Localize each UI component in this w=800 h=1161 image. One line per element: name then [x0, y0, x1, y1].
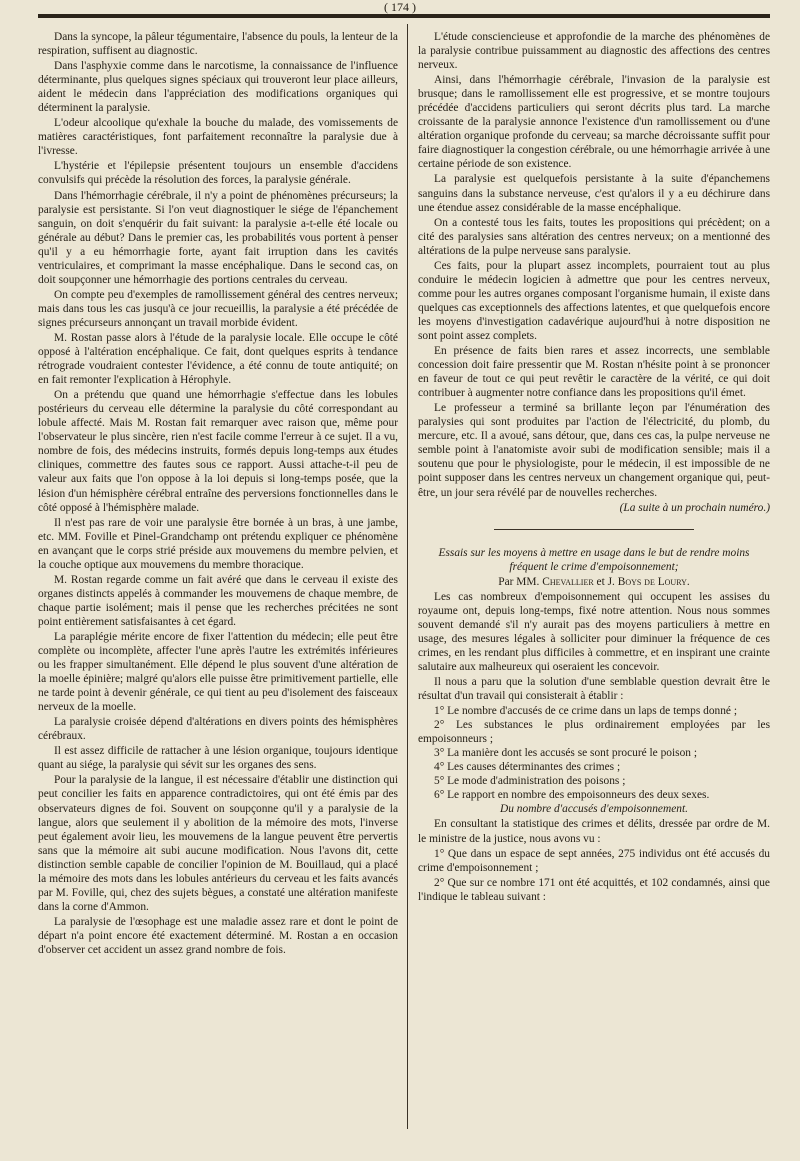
- author-name: Boys de Loury: [617, 575, 687, 588]
- section-rule: [494, 529, 694, 530]
- author-name: Chevallier: [542, 575, 594, 588]
- paragraph: On a prétendu que quand une hémorrhagie s'effectue dans les lobules postérieurs du cerveau elle détermine la paralysie du côté correspondant au lobule affecté. Mais M. Rostan fait remarquer avec raison que, même pour l'observateur le plus sincère, rien n'est facile comme l'erreur à ce sujet. Il a vu, nombre de fois, des médecins instruits, formés depuis long-temps aux études cliniques, commettre des fautes sous ce rapport. Aussi attache-t-il peu de valeur aux faits que l'on oppose à la loi depuis si long-temps posée, que la lésion d'un hémisphère cérébral entraîne des perversions fonctionnelles dans le côté opposé à l'hémisphère malade.: [38, 389, 398, 514]
- paragraph: L'hystérie et l'épilepsie présentent toujours un ensemble d'accidens convulsifs qui précède la résolution des forces, la paralysie générale.: [38, 160, 398, 187]
- top-rule: [38, 14, 770, 18]
- paragraph: La paralysie est quelquefois persistante à la suite d'épanchemens sanguins dans la substance nerveuse, c'est qu'alors il y a eu déchirure dans une étendue assez considérable de la masse encéphalique.: [418, 173, 770, 214]
- paragraph: La paralysie croisée dépend d'altérations en divers points des hémisphères cérébraux.: [38, 716, 398, 743]
- paragraph: M. Rostan regarde comme un fait avéré que dans le cerveau il existe des organes distincts appelés à commander les mouvemens de chaque membre, de chaque partie isolément; mais il pense que les recherches précitées ne sont point entièrement satisfaisantes à cet égard.: [38, 573, 398, 628]
- paragraph: La paralysie de l'œsophage est une maladie assez rare et dont le point de départ n'a point encore été exactement déterminé. M. Rostan a en occasion d'observer cet accident un assez grand nombre de fois.: [38, 915, 398, 956]
- paragraph: 2° Que sur ce nombre 171 ont été acquittés, et 102 condamnés, ainsi que l'indique le tableau suivant :: [418, 876, 770, 903]
- authors-joiner: et J.: [593, 575, 618, 588]
- paragraph: Dans l'asphyxie comme dans le narcotisme, la connaissance de l'influence déterminante, plus quelques signes spéciaux qui trouveront leur place ailleurs, aident le médecin dans l'appréciation des modifications organiques qui déterminent la paralysie.: [38, 60, 398, 115]
- paragraph: Les cas nombreux d'empoisonnement qui occupent les assises du royaume ont, depuis long-temps, fixé notre attention. Nous nous sommes souvent demandé s'il n'y aurait pas des moyens particuliers à mettre en usage, des mesures légales à solliciter pour diminuer la fréquence de ces crimes, en les rendant plus difficiles à commettre, et en inspirant une crainte salutaire aux malheureux qui oseraient les concevoir.: [418, 590, 770, 673]
- left-column: [38, 30, 398, 958]
- paragraph: En présence de faits bien rares et assez incorrects, une semblable concession doit faire pressentir que M. Rostan n'hésite point à se prononcer en faveur de tout ce qui peut revêtir le caractère de la vérité, ce qui doit contribuer à augmenter notre confiance dans les propositions qu'il émet.: [418, 345, 770, 400]
- paragraph: Pour la paralysie de la langue, il est nécessaire d'établir une distinction qui peut concilier les faits en apparence contradictoires, qui ont été émis par des observateurs dignes de foi. Souvent on soupçonne qu'il y a paralysie de la langue, alors que seulement il y abolition de la mémoire des mots, l'inverse peut également avoir lieu, les mouvemens de la langue peuvent être pervertis sans que la mémoire ait subi aucune modification. Nous l'avons dit, cette distinction semble capable de concilier l'opinion de M. Bouillaud, qui a placé la mémoire des mots dans les lobules antérieurs du cerveau et les faits avancés par M. Foville, qui, chez des sujets bègues, a constaté une altération manifeste dans la corne d'Ammon.: [38, 774, 398, 913]
- page-number: ( 174 ): [384, 0, 416, 14]
- paragraph: Ces faits, pour la plupart assez incomplets, pourraient tout au plus conduire le médecin logicien à admettre que pour les centres nerveux, comme pour les autres organes composant l'organisme humain, il existe dans quelques cas exceptionnels des affections latentes, et que quelquefois encore les moyens d'investigation cadavérique aujourd'hui à notre disposition ne sont point assez complets.: [418, 259, 770, 342]
- paragraph: Le professeur a terminé sa brillante leçon par l'énumération des paralysies qui sont produites par l'action de l'électricité, du plomb, du mercure, etc. Il a avoué, sans détour, que, dans ces cas, la pulpe nerveuse ne semble point à l'anatomiste avoir subi de modification sensible; mais il a soutenu que pour le physiologiste, pour le médecin, il est impossible de ne point supposer dans les centres nerveux un changement organique qui, peut-être, un jour sera révélé par de nouvelles recherches.: [418, 402, 770, 499]
- authors-prefix: Par MM.: [498, 575, 543, 588]
- enumerated-list: [418, 704, 770, 802]
- list-item: 1° Le nombre d'accusés de ce crime dans un laps de temps donné ;: [434, 705, 737, 718]
- list-item: 5° Le mode d'administration des poisons ;: [434, 775, 626, 788]
- paragraph: Dans la syncope, la pâleur tégumentaire, l'absence du pouls, la lenteur de la respiration, suffisent au diagnostic.: [38, 31, 398, 58]
- authors-suffix: .: [686, 575, 690, 588]
- paragraph: En consultant la statistique des crimes et délits, dressée par ordre de M. le ministre de la justice, nous avons vu :: [418, 818, 770, 845]
- list-item: 2° Les substances le plus ordinairement employées par les empoisonneurs ;: [418, 719, 770, 746]
- list-item: 6° Le rapport en nombre des empoisonneurs des deux sexes.: [434, 789, 710, 802]
- essay-authors: [418, 575, 770, 589]
- paragraph: On a contesté tous les faits, toutes les propositions qui précèdent; on a cité des paralysies sans altération des centres nerveux; on a mentionné des altérations de la pulpe nerveuse sans paralysie.: [418, 216, 770, 257]
- paragraph: Dans l'hémorrhagie cérébrale, il n'y a point de phénomènes précurseurs; la paralysie est persistante. Si l'on veut diagnostiquer le siége de l'épanchement sanguin, on doit s'enquérir du fait suivant: la paralysie a-t-elle été locale ou générale au début? Dans le premier cas, les probabilités vous portent à penser qu'il y a eu hémorrhagie forte, ayant fait irruption dans les cavités ventriculaires, et comprimant la masse encéphalique. Dans le second cas, on doit soupçonner une hémorrhagie des portions centrales du cerveau.: [38, 189, 398, 286]
- paragraph: L'odeur alcoolique qu'exhale la bouche du malade, des vomissements de matières caractéristiques, font parfaitement reconnaître la paralysie due à l'ivresse.: [38, 117, 398, 158]
- paragraph: Il est assez difficile de rattacher à une lésion organique, toujours identique quant au siége, la paralysie qui sévit sur les organes des sens.: [38, 745, 398, 772]
- right-column: [418, 30, 770, 905]
- column-divider: [407, 24, 408, 1129]
- section-title: Du nombre d'accusés d'empoisonnement.: [500, 803, 688, 816]
- essay-title: Essais sur les moyens à mettre en usage dans le but de rendre moins fréquent le crime d'empoisonnement;: [438, 546, 750, 573]
- list-item: 3° La manière dont les accusés se sont procuré le poison ;: [434, 747, 697, 760]
- paragraph: L'étude consciencieuse et approfondie de la marche des phénomènes de la paralysie contribue puissamment au diagnostic des affections des centres nerveux.: [418, 31, 770, 72]
- paragraph: La paraplégie mérite encore de fixer l'attention du médecin; elle peut être complète ou incomplète, affecter l'une après l'autre les extrémités inférieures ou les frapper simultanément. Elle dépend le plus souvent d'une altération de la moelle épinière; malgré qu'alors elle puisse être primitivement partielle, elle ne tarde point à devenir générale, ce qui tient au peu d'isolement des faisceaux nerveux de la moelle.: [38, 630, 398, 714]
- paragraph: Il nous a paru que la solution d'une semblable question devrait être le résultat d'un travail qui consisterait à établir :: [418, 676, 770, 703]
- paragraph: On compte peu d'exemples de ramollissement général des centres nerveux; mais dans tous les cas jusqu'à ce jour recueillis, la paralysie a été précédée de signes précurseurs annonçant un travail morbide évident.: [38, 288, 398, 329]
- paragraph: Ainsi, dans l'hémorrhagie cérébrale, l'invasion de la paralysie est brusque; dans le ramollissement elle est progressive, et se montre toujours précédée d'accidens particuliers qui seront décrits plus tard. La marche croissante de la paralysie annonce l'existence d'un ramollissement ou d'une altération organique profonde du cerveau; sa marche décroissante suffit pour faire diagnostiquer la congestion cérébrale, ou une hémorrhagie arrivée à une certaine période de son existence.: [418, 74, 770, 171]
- list-item: 4° Les causes déterminantes des crimes ;: [434, 761, 621, 774]
- continuation-note: (La suite à un prochain numéro.): [619, 501, 770, 514]
- paragraph: Il n'est pas rare de voir une paralysie être bornée à un bras, à une jambe, etc. MM. Foville et Pinel-Grandchamp ont prétendu expliquer ce phénomène en avançant que le corps strié préside aux mouvemens du membre pelvien, et la couche optique aux mouvemens du membre thoracique.: [38, 516, 398, 571]
- paragraph: M. Rostan passe alors à l'étude de la paralysie locale. Elle occupe le côté opposé à l'altération encéphalique. Ce fait, dont quelques esprits à tendance rétrograde voudraient contester l'évidence, a été connu de toute antiquité; on en fait remonter l'explication à Hérophyle.: [38, 331, 398, 387]
- paragraph: 1° Que dans un espace de sept années, 275 individus ont été accusés du crime d'empoisonnement ;: [418, 847, 770, 874]
